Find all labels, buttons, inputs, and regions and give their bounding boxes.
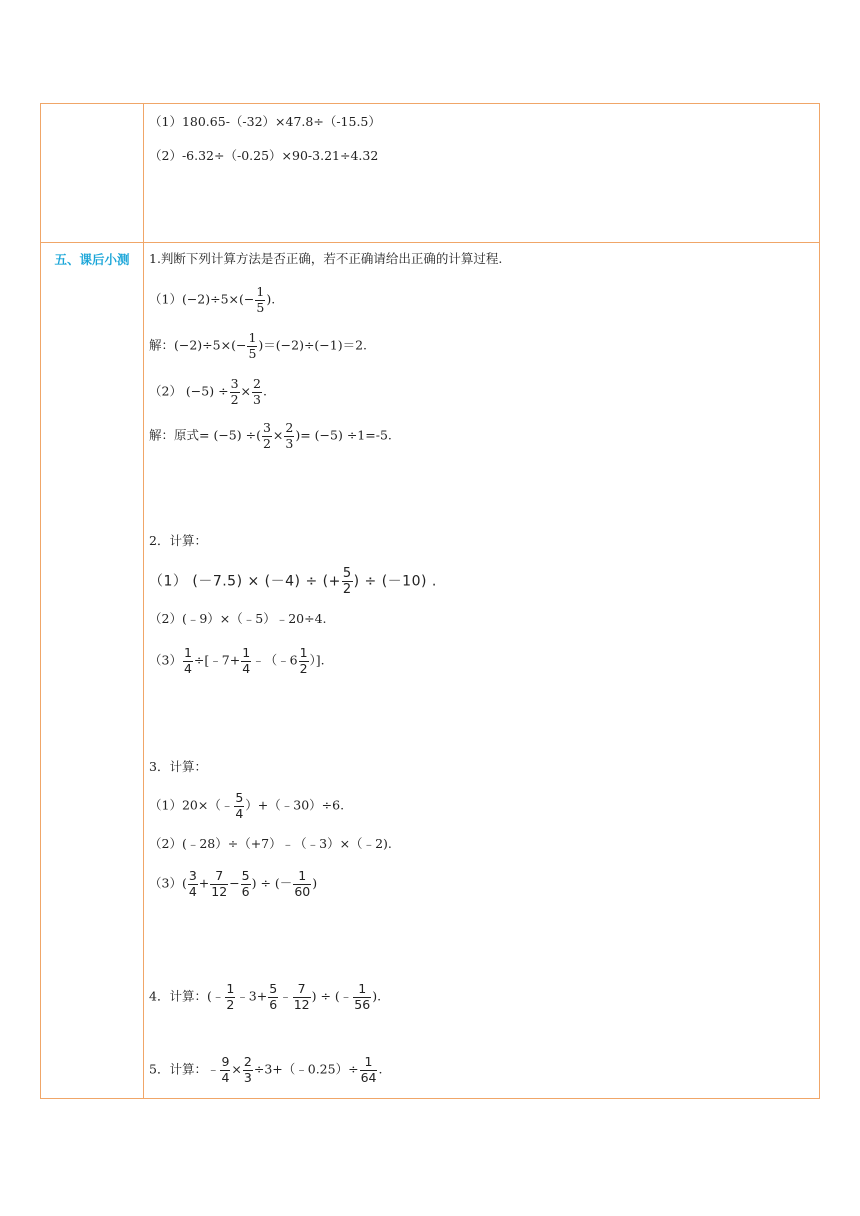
numerator: 2	[243, 1054, 252, 1069]
expression-text: （1） (－7.5) × (－4) ÷ (+	[149, 573, 341, 590]
denominator: 6	[241, 883, 250, 899]
denominator: 12	[293, 996, 310, 1012]
fraction	[183, 647, 193, 675]
section-title: 五、课后小测	[54, 252, 130, 267]
expression-text: .	[378, 1061, 383, 1077]
q2-part-2: （2）(﹣9）×（﹣5）﹣20÷4.	[149, 611, 327, 626]
numerator: 3	[188, 868, 197, 883]
expression-text: ）+（﹣30）÷6.	[245, 797, 345, 813]
denominator: 5	[248, 345, 257, 361]
denominator: 3	[285, 435, 294, 451]
fraction	[255, 286, 265, 314]
numerator: 5	[269, 981, 278, 996]
fraction	[293, 870, 311, 898]
fraction	[210, 870, 228, 898]
expression-text: ) ÷ (－10) .	[353, 573, 437, 590]
expression-text: ).	[266, 291, 276, 307]
q1-part-1-solution	[149, 332, 367, 360]
numerator: 1	[226, 981, 235, 996]
expression-text: ﹣3+	[236, 988, 268, 1004]
top-problem-2: （2）-6.32÷（-0.25）×90-3.21÷4.32	[149, 148, 379, 163]
fraction	[342, 567, 353, 596]
numerator: 3	[230, 376, 239, 391]
expression-text: ）].	[309, 652, 325, 668]
expression-text: 解：原式= (−5) ÷(	[149, 427, 261, 443]
numerator: 1	[256, 284, 265, 299]
q5	[149, 1056, 382, 1084]
denominator: 4	[183, 660, 192, 676]
fraction	[360, 1056, 378, 1084]
denominator: 2	[262, 435, 271, 451]
expression-text: −	[229, 875, 240, 891]
fraction	[284, 422, 294, 450]
expression-text: ×	[240, 383, 251, 399]
denominator: 4	[188, 883, 197, 899]
denominator: 64	[360, 1069, 377, 1085]
expression-text: ÷[﹣7+	[193, 652, 241, 668]
expression-text: ) ÷ (﹣	[311, 988, 353, 1004]
numerator: 1	[242, 645, 251, 660]
numerator: 1	[299, 645, 308, 660]
fraction	[293, 983, 311, 1011]
q4	[149, 983, 381, 1011]
fraction	[299, 647, 309, 675]
q2-stem: 2．计算：	[149, 533, 207, 548]
exercise-table	[40, 103, 820, 1099]
fraction	[353, 983, 371, 1011]
row-divider	[41, 242, 819, 243]
fraction	[225, 983, 235, 1011]
fraction	[241, 870, 251, 898]
column-divider	[143, 104, 144, 1098]
numerator: 1	[183, 645, 192, 660]
expression-text: ) ÷ (－	[251, 875, 293, 891]
expression-text: 解：(−2)÷5×(−	[149, 337, 247, 353]
fraction	[268, 983, 278, 1011]
expression-text: （2） (−5) ÷	[149, 383, 229, 399]
denominator: 2	[230, 391, 239, 407]
numerator: 1	[293, 870, 311, 885]
expression-text: ﹣（﹣6	[252, 652, 298, 668]
q3-part-1	[149, 792, 344, 820]
fraction	[241, 647, 251, 675]
fraction	[188, 870, 198, 898]
q2-part-1	[149, 567, 437, 596]
expression-text: .	[262, 383, 267, 399]
denominator: 2	[299, 660, 308, 676]
numerator: 1	[248, 330, 257, 345]
numerator: 1	[353, 983, 371, 998]
denominator: 5	[256, 299, 265, 315]
expression-text: )＝(−2)÷(−1)＝2.	[258, 337, 368, 353]
denominator: 60	[294, 883, 311, 899]
expression-text: +	[198, 875, 210, 891]
numerator: 2	[253, 376, 261, 391]
denominator: 4	[235, 805, 244, 821]
q1-part-2-solution	[149, 422, 392, 450]
denominator: 56	[354, 996, 371, 1012]
numerator: 7	[210, 870, 228, 885]
expression-text: ÷3+（﹣0.25）÷	[253, 1061, 359, 1077]
q1-part-1	[149, 286, 275, 314]
expression-text: （3）	[149, 652, 182, 668]
numerator: 5	[342, 566, 352, 581]
numerator: 5	[241, 868, 250, 883]
numerator: 3	[262, 420, 271, 435]
q2-part-3	[149, 647, 325, 675]
expression-text: （1）20×（﹣	[149, 797, 234, 813]
numerator: 1	[360, 1056, 378, 1071]
denominator: 4	[221, 1069, 230, 1085]
denominator: 3	[243, 1069, 252, 1085]
fraction	[243, 1056, 253, 1084]
expression-text: ﹣	[279, 988, 292, 1004]
expression-text: 4．计算：(﹣	[149, 988, 225, 1004]
q1-part-2	[149, 378, 267, 406]
numerator: 7	[293, 983, 311, 998]
denominator: 3	[253, 391, 261, 407]
fraction	[262, 422, 272, 450]
fraction	[220, 1056, 230, 1084]
q3-stem: 3．计算：	[149, 759, 207, 774]
expression-text: ×	[272, 427, 284, 443]
fraction	[252, 378, 262, 406]
fraction	[230, 378, 240, 406]
expression-text: （1）(−2)÷5×(−	[149, 291, 255, 307]
expression-text: ×	[231, 1061, 242, 1077]
denominator: 6	[269, 996, 278, 1012]
numerator: 9	[221, 1054, 230, 1069]
numerator: 2	[285, 420, 294, 435]
q3-part-3	[149, 870, 317, 898]
expression-text: )	[312, 875, 318, 891]
fraction	[247, 332, 257, 360]
denominator: 4	[242, 660, 251, 676]
q1-stem: 1.判断下列计算方法是否正确，若不正确请给出正确的计算过程.	[149, 251, 503, 266]
expression-text: 5．计算：﹣	[149, 1061, 220, 1077]
denominator: 2	[342, 582, 352, 597]
top-problem-1: （1）180.65-（-32）×47.8÷（-15.5）	[149, 114, 381, 129]
expression-text: ).	[372, 988, 382, 1004]
numerator: 5	[235, 790, 244, 805]
denominator: 2	[226, 996, 235, 1012]
denominator: 12	[211, 883, 228, 899]
expression-text: （3）(	[149, 875, 187, 891]
q3-part-2: （2）(﹣28）÷（+7）﹣（﹣3）×（﹣2).	[149, 836, 392, 851]
fraction	[234, 792, 244, 820]
expression-text: )= (−5) ÷1=-5.	[295, 427, 392, 443]
